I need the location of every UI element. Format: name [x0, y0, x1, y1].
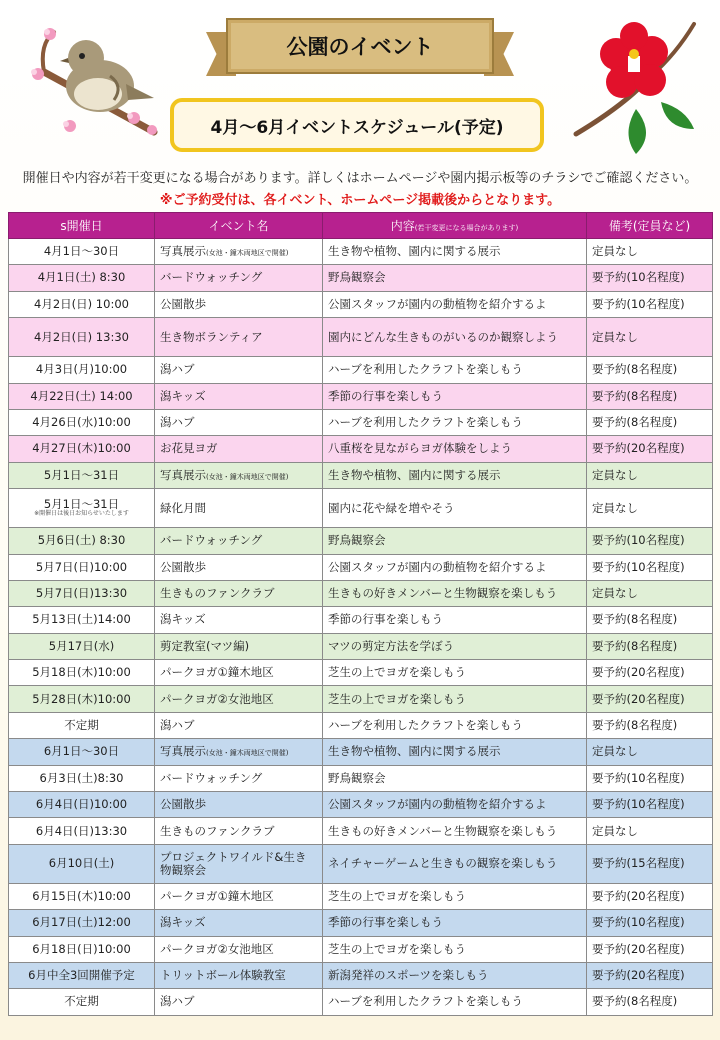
event-content: 八重桜を見ながらヨガ体験をしよう — [323, 436, 587, 462]
event-content: マツの剪定方法を学ぼう — [323, 633, 587, 659]
event-date — [9, 686, 155, 712]
event-remarks: 要予約(8名程度) — [587, 357, 713, 383]
event-name — [155, 883, 323, 909]
event-name-text: 写真展示 — [160, 244, 206, 259]
event-name-text: 剪定教室(マツ編) — [160, 638, 250, 653]
event-name — [155, 554, 323, 580]
event-date — [9, 910, 155, 936]
event-date — [9, 739, 155, 765]
event-date-text: 6月中全3回開催予定 — [28, 968, 135, 983]
event-date — [9, 357, 155, 383]
event-date-text: 6月15日(木)10:00 — [32, 888, 131, 903]
event-remarks: 定員なし — [587, 818, 713, 844]
event-remarks: 定員なし — [587, 318, 713, 357]
event-name — [155, 462, 323, 488]
event-name-text: 潟ハブ — [160, 994, 195, 1009]
event-date — [9, 554, 155, 580]
event-date — [9, 291, 155, 317]
table-row — [9, 792, 713, 818]
event-remarks: 要予約(20名程度) — [587, 962, 713, 988]
event-name — [155, 383, 323, 409]
event-date-text: 5月1日〜31日 — [43, 467, 120, 482]
event-remarks: 要予約(8名程度) — [587, 989, 713, 1015]
event-name — [155, 318, 323, 357]
event-date — [9, 580, 155, 606]
event-date-text: 5月7日(日)10:00 — [35, 559, 128, 574]
event-remarks: 要予約(10名程度) — [587, 291, 713, 317]
event-content: 芝生の上でヨガを楽しもう — [323, 660, 587, 686]
event-name-text: 生きものファンクラブ — [160, 823, 275, 838]
event-date-text: 5月1日〜31日 — [43, 497, 120, 512]
event-name-text: 公園散歩 — [160, 296, 206, 311]
event-name-text: 潟キッズ — [160, 612, 206, 627]
event-remarks: 定員なし — [587, 739, 713, 765]
event-name — [155, 910, 323, 936]
event-content: 季節の行事を楽しもう — [323, 607, 587, 633]
event-date — [9, 436, 155, 462]
event-date — [9, 607, 155, 633]
event-remarks: 要予約(10名程度) — [587, 765, 713, 791]
event-content: 野鳥観察会 — [323, 528, 587, 554]
event-name-text: 公園散歩 — [160, 797, 206, 812]
event-name-text: お花見ヨガ — [160, 441, 218, 456]
event-date-text: 4月2日(日) 10:00 — [34, 296, 129, 311]
event-name-text: 写真展示 — [160, 467, 206, 482]
table-row — [9, 883, 713, 909]
table-row — [9, 660, 713, 686]
event-date-text: 6月17日(土)12:00 — [32, 915, 131, 930]
column-header-content — [323, 213, 587, 239]
page-title: 公園のイベント — [226, 18, 494, 74]
event-name-text: バードウォッチング — [160, 270, 263, 285]
event-date-text: 4月27日(木)10:00 — [32, 441, 131, 456]
event-date-text: 5月17日(水) — [48, 638, 115, 653]
event-date — [9, 409, 155, 435]
table-row — [9, 265, 713, 291]
event-date-text: 4月1日(土) 8:30 — [37, 270, 126, 285]
event-date-text: 5月13日(土)14:00 — [32, 612, 131, 627]
event-content: ネイチャーゲームと生きもの観察を楽しもう — [323, 844, 587, 883]
event-date — [9, 633, 155, 659]
event-name — [155, 489, 323, 528]
event-name — [155, 765, 323, 791]
event-name-text: トリットボール体験教室 — [160, 968, 286, 983]
event-remarks: 要予約(8名程度) — [587, 712, 713, 738]
event-content: 芝生の上でヨガを楽しもう — [323, 883, 587, 909]
camellia-illustration — [566, 14, 706, 164]
event-name-text: 写真展示 — [160, 744, 206, 759]
event-remarks: 要予約(20名程度) — [587, 660, 713, 686]
event-remarks: 要予約(8名程度) — [587, 633, 713, 659]
event-content: ハーブを利用したクラフトを楽しもう — [323, 409, 587, 435]
event-name-text: 潟キッズ — [160, 388, 206, 403]
event-name — [155, 660, 323, 686]
event-content: 公園スタッフが園内の動植物を紹介するよ — [323, 291, 587, 317]
event-schedule-table — [8, 212, 713, 1016]
event-remarks: 要予約(8名程度) — [587, 383, 713, 409]
event-name — [155, 436, 323, 462]
table-row — [9, 239, 713, 265]
event-name — [155, 844, 323, 883]
content-header-note: (若干変更になる場合があります) — [414, 224, 519, 232]
event-date — [9, 989, 155, 1015]
event-remarks: 定員なし — [587, 239, 713, 265]
event-content: 芝生の上でヨガを楽しもう — [323, 686, 587, 712]
table-row — [9, 383, 713, 409]
table-row — [9, 462, 713, 488]
event-date-text: 6月4日(日)13:30 — [35, 823, 128, 838]
event-remarks: 要予約(10名程度) — [587, 792, 713, 818]
event-date-text: 5月28日(木)10:00 — [32, 691, 131, 706]
event-content: ハーブを利用したクラフトを楽しもう — [323, 712, 587, 738]
event-name — [155, 265, 323, 291]
event-date-text: 4月22日(土) 14:00 — [30, 388, 133, 403]
table-row — [9, 765, 713, 791]
event-name-text: パークヨガ①鐘木地区 — [160, 665, 274, 680]
event-name — [155, 792, 323, 818]
event-content: ハーブを利用したクラフトを楽しもう — [323, 989, 587, 1015]
event-content: 生き物や植物、園内に関する展示 — [323, 739, 587, 765]
event-content: 芝生の上でヨガを楽しもう — [323, 936, 587, 962]
event-date — [9, 462, 155, 488]
event-content: 園内にどんな生きものがいるのか観察しよう — [323, 318, 587, 357]
column-header-date: s開催日 — [9, 213, 155, 239]
event-date-text: 6月10日(土) — [48, 856, 115, 871]
event-remarks: 要予約(10名程度) — [587, 265, 713, 291]
table-row — [9, 528, 713, 554]
event-date — [9, 383, 155, 409]
table-row — [9, 318, 713, 357]
table-row — [9, 936, 713, 962]
table-header-row — [9, 213, 713, 239]
table-row — [9, 633, 713, 659]
event-remarks: 定員なし — [587, 462, 713, 488]
event-name — [155, 357, 323, 383]
event-name — [155, 409, 323, 435]
event-content: 生きもの好きメンバーと生物観察を楽しもう — [323, 580, 587, 606]
event-date — [9, 660, 155, 686]
event-name-text: 潟キッズ — [160, 915, 206, 930]
reservation-warning: ※ご予約受付は、各イベント、ホームページ掲載後からとなります。 — [159, 193, 561, 208]
event-name — [155, 528, 323, 554]
event-date-text: 不定期 — [64, 994, 99, 1009]
event-name — [155, 936, 323, 962]
event-name-text: 潟ハブ — [160, 415, 195, 430]
event-name — [155, 739, 323, 765]
event-date — [9, 318, 155, 357]
event-remarks: 要予約(10名程度) — [587, 554, 713, 580]
event-name — [155, 607, 323, 633]
event-name-text: 生き物ボランティア — [160, 329, 263, 344]
event-name-text: パークヨガ②女池地区 — [160, 941, 274, 956]
event-content: 野鳥観察会 — [323, 765, 587, 791]
event-remarks: 定員なし — [587, 580, 713, 606]
event-name-text: パークヨガ①鐘木地区 — [160, 888, 274, 903]
event-date — [9, 712, 155, 738]
table-row — [9, 357, 713, 383]
table-row — [9, 607, 713, 633]
event-name — [155, 686, 323, 712]
event-date — [9, 239, 155, 265]
event-name-text: プロジェクトワイルド&生き物観察会 — [160, 849, 307, 877]
event-content: 新潟発祥のスポーツを楽しもう — [323, 962, 587, 988]
table-row — [9, 844, 713, 883]
event-remarks: 要予約(20名程度) — [587, 686, 713, 712]
event-date-text: 5月18日(木)10:00 — [32, 665, 131, 680]
event-remarks: 要予約(20名程度) — [587, 436, 713, 462]
table-row — [9, 739, 713, 765]
event-date — [9, 962, 155, 988]
event-name-text: 潟ハブ — [160, 362, 195, 377]
table-row — [9, 580, 713, 606]
event-remarks: 要予約(20名程度) — [587, 883, 713, 909]
table-row — [9, 554, 713, 580]
table-row — [9, 712, 713, 738]
event-name — [155, 712, 323, 738]
event-date-text: 4月26日(水)10:00 — [32, 415, 131, 430]
column-header-remarks: 備考(定員など) — [587, 213, 713, 239]
event-name — [155, 291, 323, 317]
event-name — [155, 818, 323, 844]
table-row — [9, 409, 713, 435]
event-remarks: 要予約(15名程度) — [587, 844, 713, 883]
event-name — [155, 989, 323, 1015]
event-content: 季節の行事を楽しもう — [323, 383, 587, 409]
event-name-note: (女池・鐘木両地区で開催) — [206, 249, 289, 258]
event-content: 生き物や植物、園内に関する展示 — [323, 239, 587, 265]
table-row — [9, 291, 713, 317]
table-row — [9, 910, 713, 936]
event-content: 公園スタッフが園内の動植物を紹介するよ — [323, 792, 587, 818]
event-date-text: 5月6日(土) 8:30 — [37, 533, 126, 548]
table-row — [9, 436, 713, 462]
event-content: 季節の行事を楽しもう — [323, 910, 587, 936]
event-date — [9, 265, 155, 291]
event-date-text: 6月1日〜30日 — [43, 744, 120, 759]
event-date-text: 6月18日(日)10:00 — [32, 941, 131, 956]
event-name — [155, 962, 323, 988]
table-row — [9, 818, 713, 844]
event-name-text: バードウォッチング — [160, 533, 263, 548]
event-remarks: 要予約(8名程度) — [587, 409, 713, 435]
event-name-text: 潟ハブ — [160, 717, 195, 732]
event-date — [9, 528, 155, 554]
event-date-text: 5月7日(日)13:30 — [35, 585, 128, 600]
event-date-text: 6月4日(日)10:00 — [35, 797, 128, 812]
event-name-text: 公園散歩 — [160, 559, 206, 574]
event-content: 生き物や植物、園内に関する展示 — [323, 462, 587, 488]
event-date — [9, 489, 155, 528]
content-header-label: 内容 — [390, 219, 415, 233]
event-remarks: 要予約(10名程度) — [587, 910, 713, 936]
event-content: 野鳥観察会 — [323, 265, 587, 291]
notice-text: 開催日や内容が若干変更になる場合があります。詳しくはホームページや園内掲示板等のチラシでご確認ください。 — [22, 171, 698, 186]
event-name — [155, 633, 323, 659]
event-date — [9, 936, 155, 962]
event-date — [9, 844, 155, 883]
event-name-note: (女池・鐘木両地区で開催) — [206, 472, 289, 481]
event-date-text: 4月1日〜30日 — [43, 244, 120, 259]
event-date — [9, 792, 155, 818]
event-name-note: (女池・鐘木両地区で開催) — [206, 749, 289, 758]
schedule-subtitle: 4月〜6月イベントスケジュール(予定) — [170, 98, 544, 152]
event-name-text: パークヨガ②女池地区 — [160, 691, 274, 706]
event-remarks: 要予約(10名程度) — [587, 528, 713, 554]
event-date-text: 4月3日(月)10:00 — [35, 362, 128, 377]
event-date-text: 4月2日(日) 13:30 — [34, 329, 129, 344]
event-content: 生きもの好きメンバーと生物観察を楽しもう — [323, 818, 587, 844]
page-header — [0, 0, 720, 210]
table-row — [9, 989, 713, 1015]
bird-illustration — [14, 14, 164, 139]
event-name-text: 生きものファンクラブ — [160, 585, 275, 600]
event-content: 公園スタッフが園内の動植物を紹介するよ — [323, 554, 587, 580]
event-content: ハーブを利用したクラフトを楽しもう — [323, 357, 587, 383]
event-date-text: 不定期 — [64, 717, 99, 732]
column-header-event: イベント名 — [155, 213, 323, 239]
event-name-text: 緑化月間 — [160, 500, 206, 515]
event-date — [9, 765, 155, 791]
event-date-text: 6月3日(土)8:30 — [39, 770, 124, 785]
event-date — [9, 818, 155, 844]
event-remarks: 要予約(8名程度) — [587, 607, 713, 633]
event-date — [9, 883, 155, 909]
event-content: 園内に花や緑を増やそう — [323, 489, 587, 528]
event-name-text: バードウォッチング — [160, 770, 263, 785]
event-name — [155, 580, 323, 606]
table-row — [9, 686, 713, 712]
event-name — [155, 239, 323, 265]
table-row — [9, 489, 713, 528]
event-remarks: 定員なし — [587, 489, 713, 528]
event-date-note: ※開催日は後日お知らせいたします — [34, 510, 129, 518]
event-remarks: 要予約(20名程度) — [587, 936, 713, 962]
table-row — [9, 962, 713, 988]
